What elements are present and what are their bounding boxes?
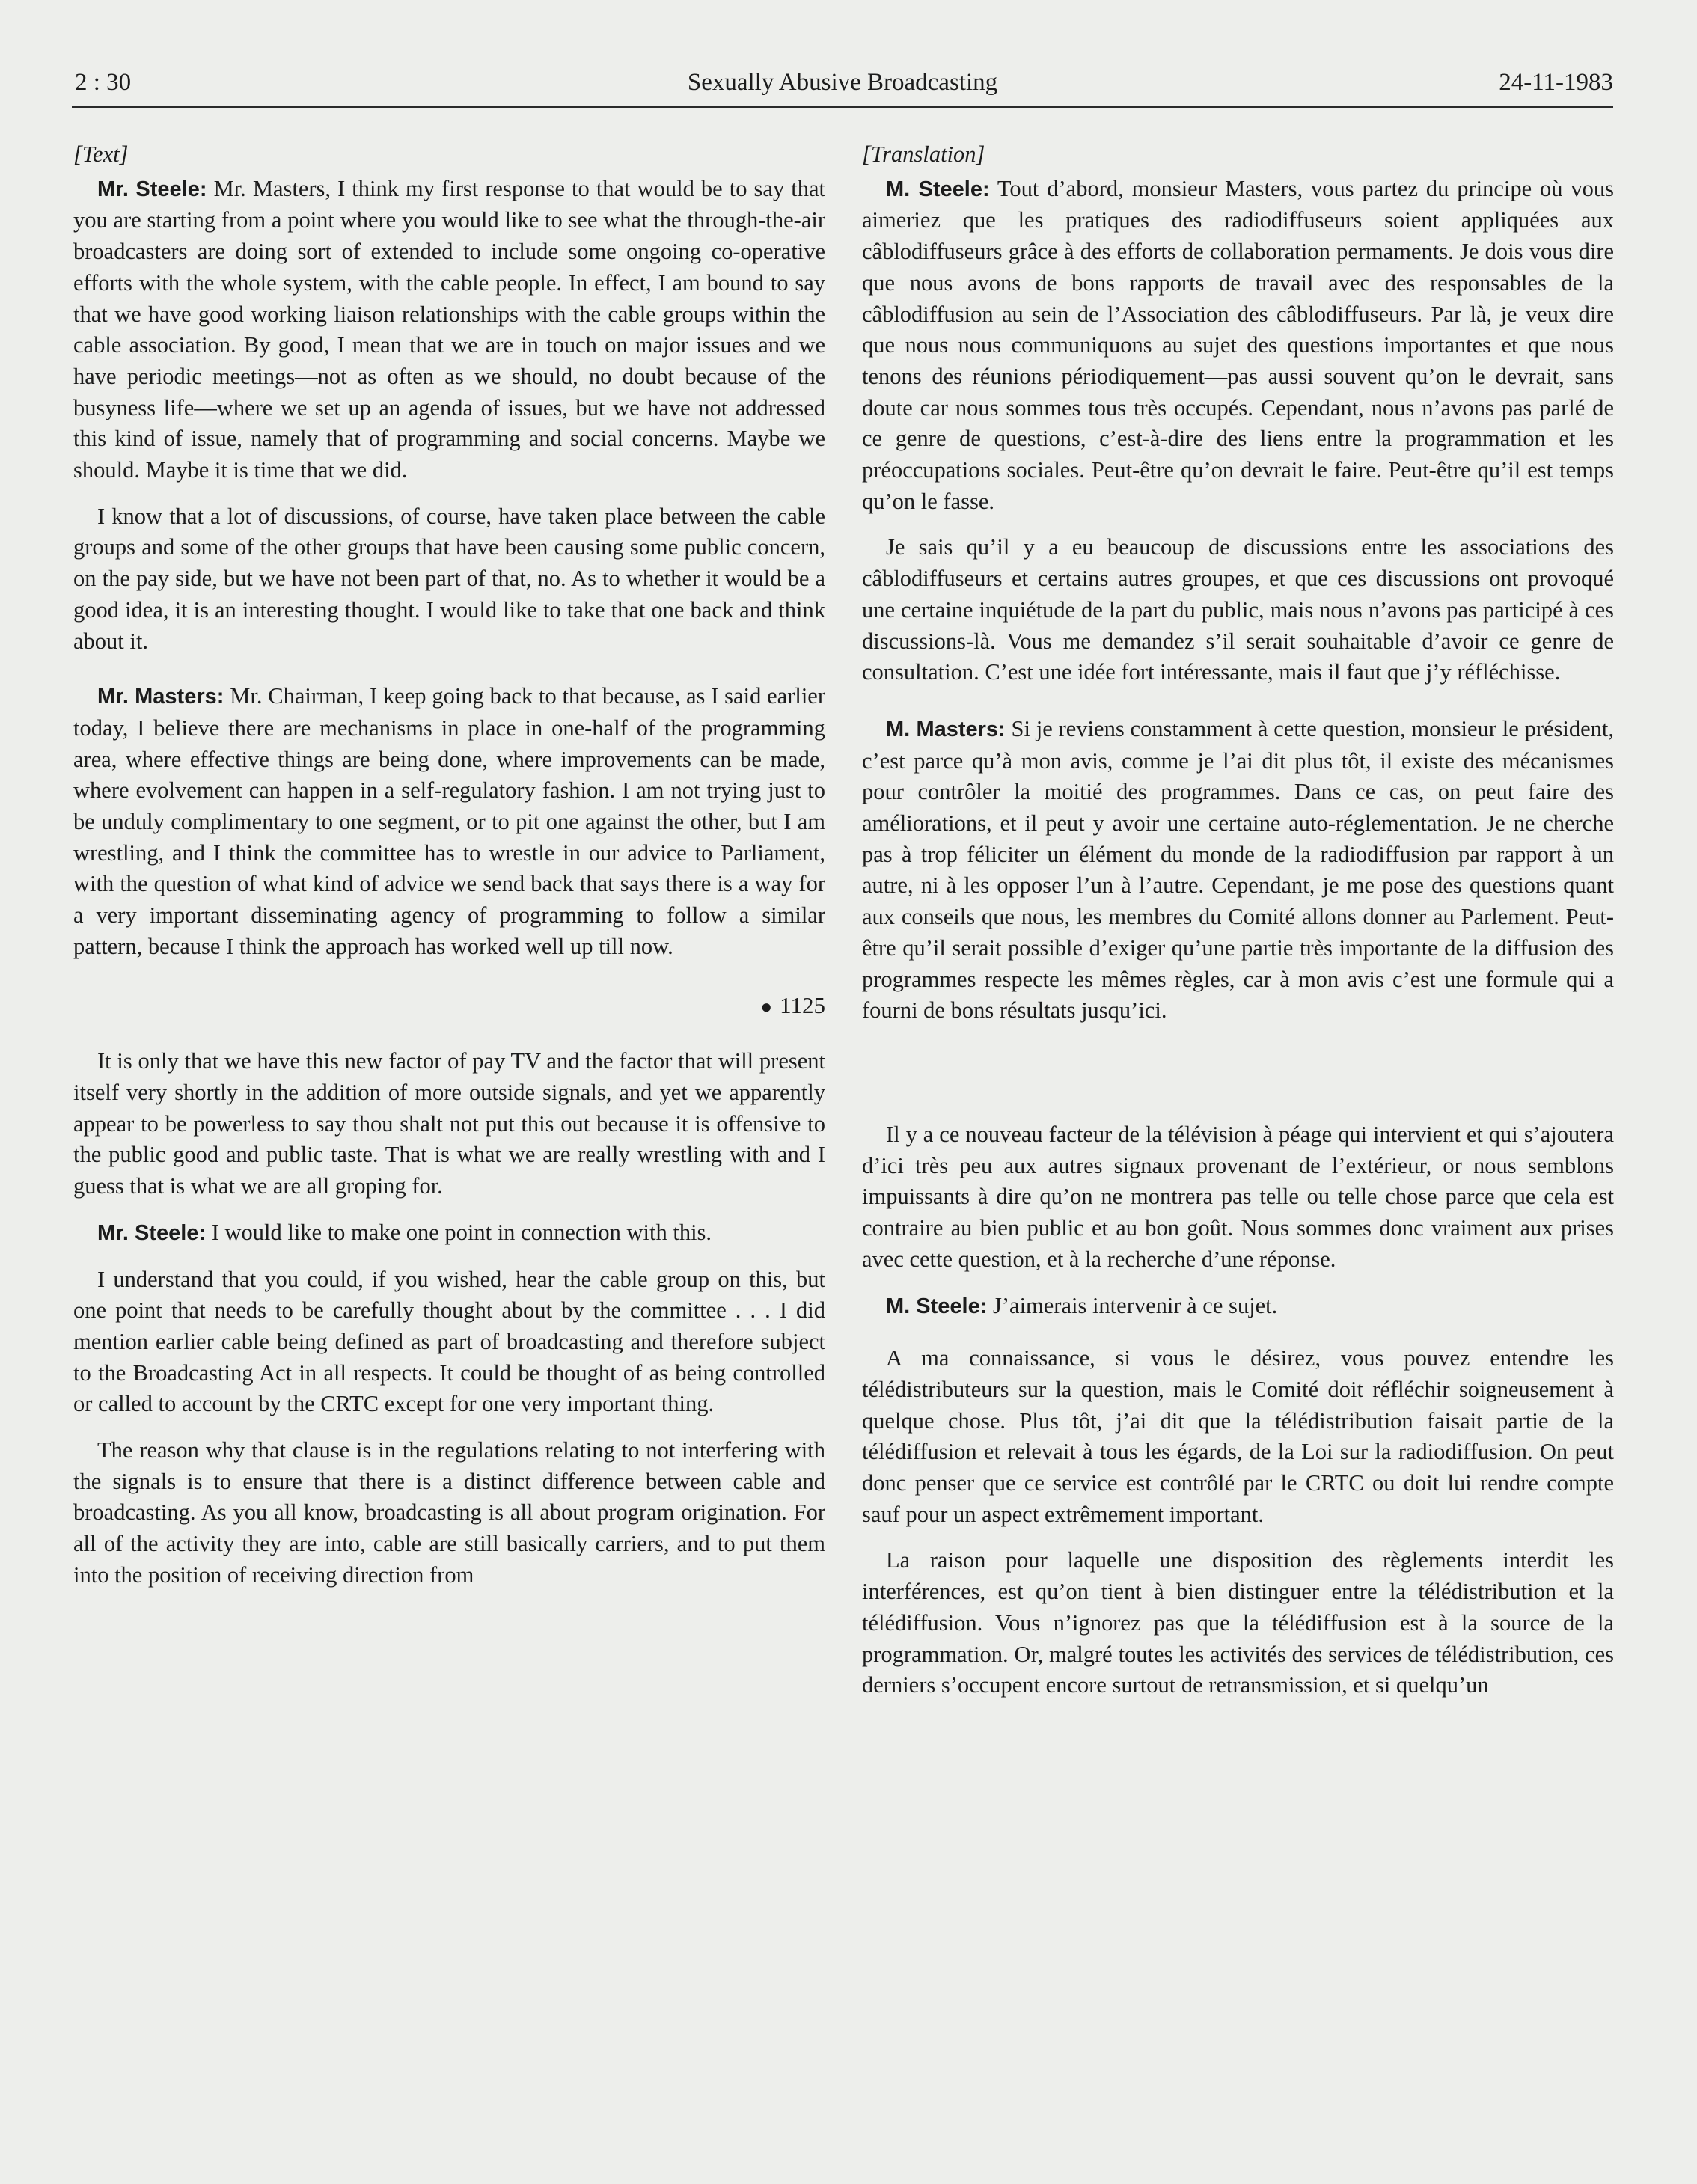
paragraph-text: Si je reviens constamment à cette question, monsieur le président, c’est parce qu’à mon avis, comme je l’ai dit plus tôt, il existe des mécanismes pour contrôler la moitié des programmes. Dans ce cas, on peut faire des améliorations, et il peut y avoir une certaine auto-réglementation. Je ne cherche pas à trop féliciter un élément du monde de la radiodiffusion par rapport à un autre, ni à les opposer l’un à l’autre. Cependant, je me pose des questions quant aux conseils que nous, les membres du Comité allons donner au Parlement. Peut-être qu’il serait possible d’exiger qu’une partie très importante de la diffusion des programmes respecte les mêmes règles, car à mon avis c’est une formule qui a fourni de bons résultats jusqu’ici. — [862, 715, 1614, 1024]
speaker-name: Mr. Steele: — [97, 1220, 207, 1245]
paragraph — [862, 174, 1614, 518]
paragraph-text: J’aimerais intervenir à ce sujet. — [993, 1292, 1278, 1318]
paragraph — [73, 174, 825, 486]
paragraph: A ma connaissance, si vous le désirez, vous pouvez entendre les télédistributeurs sur la question, mais le Comité doit réfléchir soigneusement à quelque chose. Plus tôt, j’ai dit que la télédistribution faisait partie de la télédiffusion et relevait à tous les égards, de la Loi sur la radiodiffusion. On peut donc penser que ce service est contrôlé par le CRTC ou doit lui rendre compte sauf pour un aspect extrêmement important. — [862, 1345, 1614, 1527]
paragraph: It is only that we have this new factor of pay TV and the factor that will present itself very shortly in the addition of more outside signals, and yet we apparently appear to be powerless to say thou shalt not put this out because it is offensive to the public good and public taste. That is what we are really wrestling with and I guess that is what we are all groping for. — [73, 1048, 825, 1199]
paragraph: I know that a lot of discussions, of course, have taken place between the cable groups and some of the other groups that have been causing some public concern, on the pay side, but we have not been part of that, no. As to whether it would be a good idea, it is an interesting thought. I would like to take that one back and think about it. — [73, 503, 825, 654]
column-label: [Text] — [73, 141, 129, 167]
speaker-name: Mr. Masters: — [97, 685, 224, 709]
header-date: 24-11-1983 — [1499, 69, 1613, 96]
paragraph-text: I would like to make one point in connection with this. — [211, 1219, 712, 1245]
paragraph — [73, 1217, 825, 1249]
page-header — [72, 69, 1613, 108]
time-marker-value: 1125 — [780, 991, 825, 1018]
paragraph: I understand that you could, if you wished, hear the cable group on this, but one point that needs to be carefully thought about by the committee . . . I did mention earlier cable being defined as part of broadcasting and therefore subject to the Broadcasting Act in all respects. It could be thought of as being controlled or called to account by the CRTC except for one very important thing. — [73, 1266, 825, 1417]
column-label: [Translation] — [862, 141, 985, 167]
paragraph: Je sais qu’il y a eu beaucoup de discussions entre les associations des câblodiffuseurs et certains autres groupes, et que ces discussions ont provoqué une certaine inquiétude de la part du public, mais nous n’avons pas participé à ces discussions-là. Vous me demandez s’il serait souhaitable d’avoir ce genre de consultation. C’est une idée fort intéressante, mais il faut que j’y réfléchisse. — [862, 534, 1614, 685]
paragraph — [73, 681, 825, 962]
speaker-name: Mr. Steele: — [97, 177, 207, 201]
page-number: 2 : 30 — [75, 69, 132, 96]
speaker-name: M. Steele: — [886, 1294, 988, 1318]
paragraph — [862, 1291, 1614, 1323]
english-column — [73, 139, 825, 1606]
paragraph — [862, 714, 1614, 1027]
speaker-name: M. Masters: — [886, 717, 1006, 741]
paragraph: The reason why that clause is in the regulations relating to not interfering with the signals is to ensure that there is a distinct difference between cable and broadcasting. As you all know, broadcasting is all about program origination. For all of the activity they are into, cable are still basically carriers, and to put them into the position of receiving direction from — [73, 1437, 825, 1588]
paragraph-text: Mr. Masters, I think my first response to that would be to say that you are starting from a point where you would like to see what the through-the-air broadcasters are doing sort of extended to include some ongoing co-operative efforts with the whole system, with the cable people. In effect, I am bound to say that we have good working liaison relationships with the cable groups within the cable association. By good, I mean that we are in touch on major issues and we have periodic meetings—not as often as we should, no doubt because of the busyness life—where we set up an agenda of issues, but we have not addressed this kind of issue, namely that of programming and social concerns. Maybe we should. Maybe it is time that we did. — [73, 175, 826, 483]
running-title: Sexually Abusive Broadcasting — [687, 69, 998, 96]
paragraph: La raison pour laquelle une disposition des règlements interdit les interférences, est qu’on tient à bien distinguer entre la télédistribution et la télédiffusion. Vous n’ignorez pas que la télédiffusion est à la source de la programmation. Or, malgré toutes les activités des services de télédistribution, ces derniers s’occupent encore surtout de retransmission, et si quelqu’un — [862, 1547, 1614, 1698]
paragraph-text: Mr. Chairman, I keep going back to that because, as I said earlier today, I believe there are mechanisms in place in one-half of the programming area, where effective things are being done, where improvements can be made, where evolvement can happen in a self-regulatory fashion. I am not trying just to be unduly complimentary to one segment, or to pit one against the other, but I am wrestling, and I think the committee has to wrestle in our advice to Parliament, with the question of what kind of advice we send back that says there is a way for a very important disseminating agency of programming to follow a similar pattern, because I think the approach has worked well up till now. — [73, 683, 825, 959]
time-marker — [73, 990, 825, 1023]
paragraph-text: Tout d’abord, monsieur Masters, vous partez du principe où vous aimeriez que les pratiques des radiodiffuseurs soient appliquées aux câblodiffuseurs grâce à des efforts de collaboration permaments. Je dois vous dire que nous avons de bons rapports de travail avec des responsables de la câblodiffusion au sein de l’Association des câblodiffuseurs. Par là, je veux dire que nous nous communiquons au sujet des questions importantes et que nous tenons des réunions périodiquement—pas aussi souvent qu’on le devrait, sans doute car nous sommes tous très occupés. Cependant, nous n’avons pas parlé de ce genre de questions, c’est-à-dire des liens entre la programmation et les préoccupations sociales. Peut-être qu’on devrait le faire. Peut-être qu’il est temps qu’on le fasse. — [862, 175, 1614, 514]
paragraph: Il y a ce nouveau facteur de la télévision à péage qui intervient et qui s’ajoutera d’ici très peu aux autres signaux provenant de l’extérieur, or nous semblons impuissants à dire qu’on ne montrera pas telle ou telle chose parce que cela est contraire au bien public et au bon goût. Nous sommes donc vraiment aux prises avec cette question, et à la recherche d’une réponse. — [862, 1121, 1614, 1272]
bullet-icon: ● — [760, 995, 773, 1018]
french-column — [862, 139, 1614, 1716]
speaker-name: M. Steele: — [886, 177, 990, 201]
